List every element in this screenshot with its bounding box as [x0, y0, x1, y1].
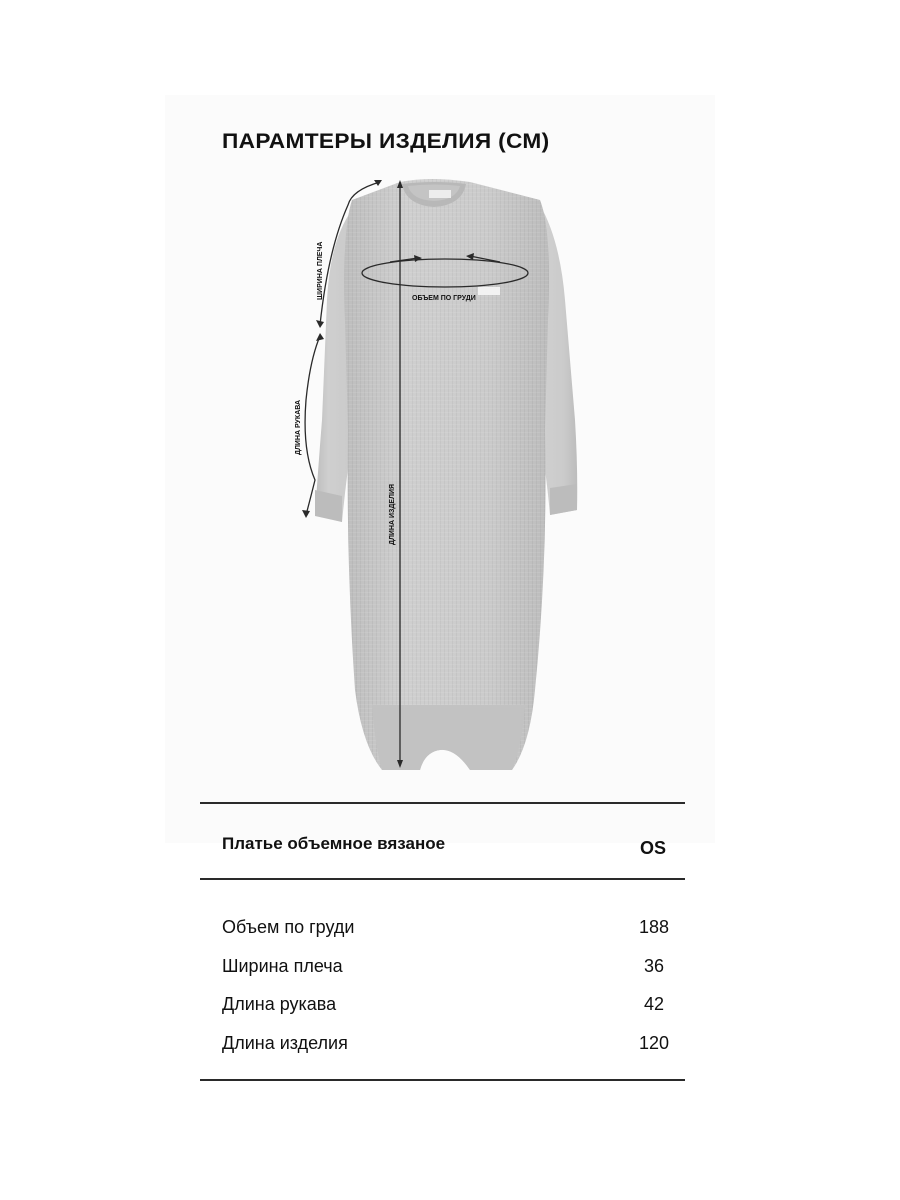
- measurement-row: [222, 917, 674, 956]
- measurement-label: Длина изделия: [222, 1032, 348, 1053]
- divider-top: [200, 802, 685, 804]
- dress-silhouette: [315, 179, 577, 770]
- measurement-value: 42: [643, 994, 665, 1014]
- measurement-value: 120: [638, 1032, 670, 1053]
- sleeve-annotation: ДЛИНА РУКАВА: [295, 399, 302, 455]
- divider-bottom: [200, 1079, 685, 1081]
- length-annotation: ДЛИНА ИЗДЕЛИЯ: [389, 483, 396, 545]
- shoulder-annotation: ШИРИНА ПЛЕЧА: [317, 241, 324, 300]
- measurement-row: [222, 1033, 674, 1072]
- product-name: Платье объемное вязаное: [222, 834, 446, 853]
- measurement-row: [222, 956, 674, 995]
- measurements-table: [222, 917, 674, 1071]
- size-label: OS: [640, 838, 667, 858]
- measurement-value: 188: [638, 917, 670, 937]
- measurement-label: Ширина плеча: [222, 955, 343, 976]
- measurement-row: [222, 994, 674, 1033]
- chest-annotation: ОБЪЕМ ПО ГРУДИ: [412, 295, 476, 302]
- measurement-value: 36: [643, 955, 665, 976]
- measurement-label: Объем по груди: [222, 917, 355, 937]
- measurement-label: Длина рукава: [222, 994, 337, 1014]
- divider-middle: [200, 878, 685, 880]
- page-title: ПАРАМТЕРЫ ИЗДЕЛИЯ (СМ): [222, 130, 550, 153]
